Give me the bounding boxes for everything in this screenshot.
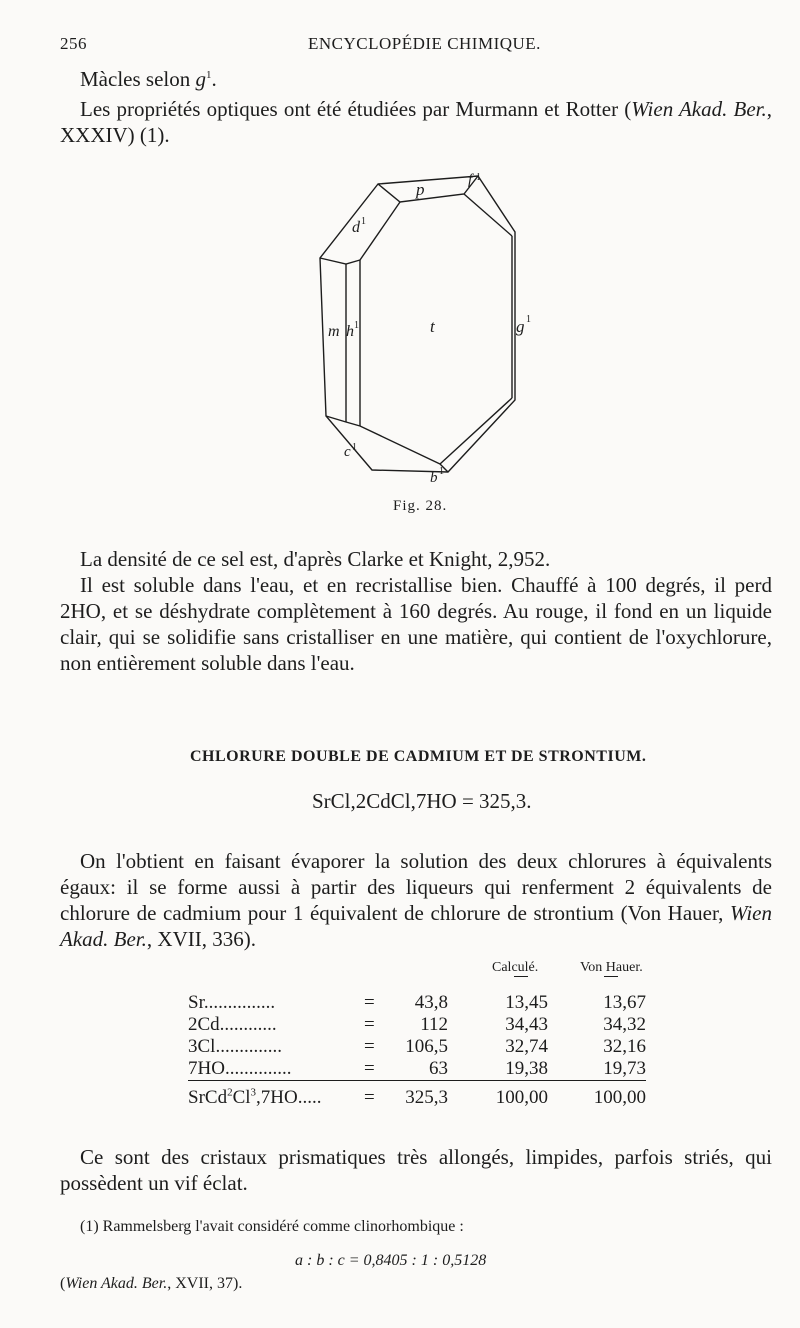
optics-reference: Wien Akad. Ber. xyxy=(631,97,767,121)
label-g1-sup: 1 xyxy=(526,314,531,325)
label-p: p xyxy=(416,180,425,199)
crystal-edge-f xyxy=(464,194,512,236)
running-title: ENCYCLOPÉDIE CHIMIQUE. xyxy=(308,34,541,53)
total-label-b: Cl xyxy=(232,1087,251,1108)
section-title: CHLORURE DOUBLE DE CADMIUM ET DE STRONTIUM. xyxy=(190,748,647,765)
preparation-text: On l'obtient en faisant évaporer la solution des deux chlorures à équivalents égaux: il se forme aussi à partir des liqueurs qui renferment 2 équivalents de chlorure de cadmium pour 1 équivalent de chlorure de strontium (Von Hauer, xyxy=(60,849,772,925)
col-header-dash-1 xyxy=(514,976,528,977)
total-value: 325,3 xyxy=(405,1087,448,1108)
row-eq: = xyxy=(364,992,375,1013)
total-sup1: 2 xyxy=(227,1086,233,1099)
label-t: t xyxy=(430,317,435,336)
figure-caption: Fig. 28. xyxy=(393,498,448,514)
macles-text: Màcles selon xyxy=(80,67,196,91)
macles-line xyxy=(80,66,217,92)
macles-face-sup: 1 xyxy=(205,69,212,81)
table-total-row xyxy=(188,1081,646,1110)
label-d1: d xyxy=(352,219,360,236)
table-row xyxy=(188,1014,646,1036)
label-g1: g xyxy=(516,317,525,336)
optics-text: Les propriétés optiques ont été étudiées par Murmann et Rotter ( xyxy=(80,97,632,121)
row-eq: = xyxy=(364,1036,375,1057)
label-b1: b xyxy=(430,470,438,486)
table-row xyxy=(188,1036,646,1058)
description-paragraph xyxy=(60,1144,772,1196)
row-label: 3Cl.............. xyxy=(188,1036,282,1057)
macles-end: . xyxy=(211,67,217,91)
page-number: 256 xyxy=(60,34,87,53)
col-header-calcule: Calculé. xyxy=(492,960,539,975)
row-value: 63 xyxy=(394,1058,448,1081)
composition-table xyxy=(188,992,646,1109)
row-label: 7HO.............. xyxy=(188,1058,364,1081)
row-calc: 34,43 xyxy=(505,1014,548,1035)
label-h1: h xyxy=(346,323,354,340)
row-value: 112 xyxy=(420,1014,448,1035)
row-eq: = xyxy=(364,1014,375,1035)
row-hauer: 32,16 xyxy=(603,1036,646,1057)
row-hauer: 13,67 xyxy=(603,992,646,1013)
crystal-edge-b1 xyxy=(440,398,512,464)
formula: SrCl,2CdCl,7HO = 325,3. xyxy=(312,789,532,813)
label-f1-sup: 1 xyxy=(476,172,481,183)
row-calc: 19,38 xyxy=(448,1058,548,1081)
footnote-reference xyxy=(60,1275,242,1293)
total-label-a: SrCd xyxy=(188,1087,228,1108)
label-m: m xyxy=(328,323,340,340)
row-hauer: 19,73 xyxy=(548,1058,646,1081)
preparation-text-end: , XVII, 336). xyxy=(146,927,256,951)
total-label-c: ,7HO..... xyxy=(256,1087,322,1108)
footnote-ref-open: ( xyxy=(60,1275,66,1292)
row-calc: 13,45 xyxy=(505,992,548,1013)
total-label xyxy=(188,1081,364,1110)
table-row xyxy=(188,992,646,1014)
row-eq: = xyxy=(364,1058,394,1081)
label-c1: c xyxy=(344,444,351,460)
row-label: Sr............... xyxy=(188,992,276,1013)
label-h1-sup: 1 xyxy=(354,320,359,331)
density-paragraph xyxy=(60,546,772,676)
preparation-paragraph xyxy=(60,848,772,952)
table-row xyxy=(188,1058,646,1081)
row-hauer: 34,32 xyxy=(603,1014,646,1035)
description-text: Ce sont des cristaux prismatiques très allongés, limpides, parfois striés, qui possèdent un vif éclat. xyxy=(60,1145,772,1195)
label-b1-sup: 1 xyxy=(439,466,444,477)
crystal-edge-d xyxy=(360,202,400,260)
crystal-figure xyxy=(300,160,540,490)
total-eq: = xyxy=(364,1087,375,1108)
label-d1-sup: 1 xyxy=(361,216,366,227)
row-calc: 32,74 xyxy=(505,1036,548,1057)
row-value: 43,8 xyxy=(414,992,448,1013)
optics-text-end: , XXXIV) (1). xyxy=(60,97,772,147)
col-header-von-hauer: Von Hauer. xyxy=(580,960,643,975)
macles-face: g xyxy=(195,67,206,91)
label-f1: f xyxy=(468,172,473,188)
crystal-edge-top-left xyxy=(320,258,360,264)
total-hauer: 100,00 xyxy=(593,1087,646,1108)
footnote-ref-title: Wien Akad. Ber. xyxy=(65,1275,168,1292)
label-c1-sup: 1 xyxy=(352,442,357,453)
solubility-text: Il est soluble dans l'eau, et en recristallise bien. Chauffé à 100 degrés, il perd 2HO, et se déshydrate complètement à 160 degrés. Au rouge, il fond en un liquide clair, qui se solidifie sans cristalliser en une matière, qui contient de l'oxychlorure, non entièrement soluble dans l'eau. xyxy=(60,573,772,675)
row-value: 106,5 xyxy=(405,1036,448,1057)
density-line: La densité de ce sel est, d'après Clarke et Knight, 2,952. xyxy=(80,547,551,571)
footnote-line1: (1) Rammelsberg l'avait considéré comme clinorhombique : xyxy=(80,1218,464,1235)
footnote-ratio: a : b : c = 0,8405 : 1 : 0,5128 xyxy=(295,1252,487,1269)
footnote-ref-close: , XVII, 37). xyxy=(167,1275,243,1292)
total-sup2: 3 xyxy=(250,1086,257,1099)
optics-paragraph xyxy=(60,96,772,148)
total-calc: 100,00 xyxy=(495,1087,548,1108)
col-header-dash-2 xyxy=(604,976,618,977)
row-label: 2Cd............ xyxy=(188,1014,277,1035)
preparation-reference: Wien Akad. Ber. xyxy=(60,901,772,951)
